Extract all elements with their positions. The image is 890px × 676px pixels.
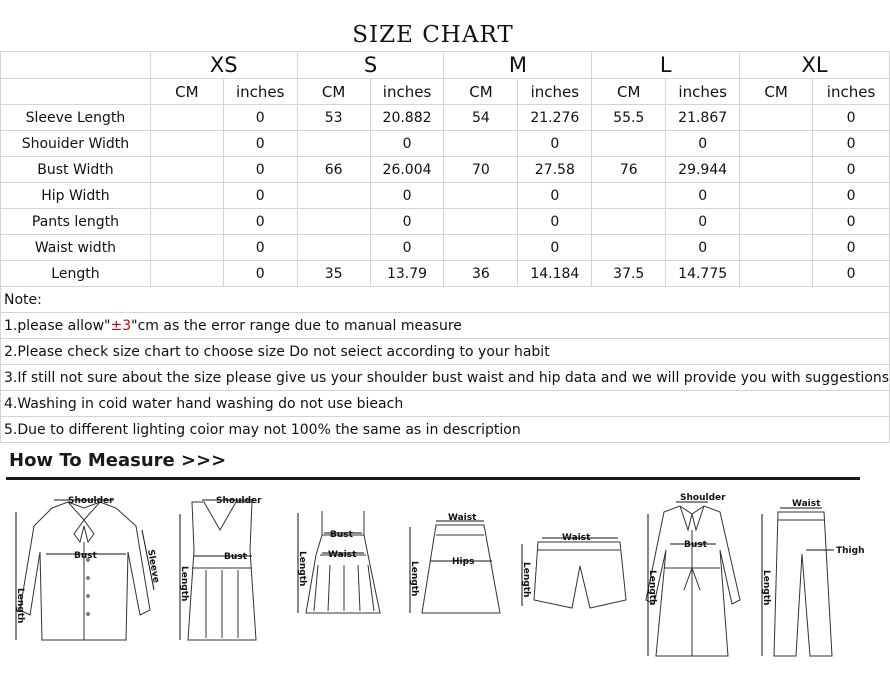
shoulder-label: Shoulder xyxy=(216,496,262,506)
length-label: Length xyxy=(297,551,307,587)
bust-label: Bust xyxy=(74,551,97,561)
table-cell xyxy=(150,105,223,131)
waist-label: Waist xyxy=(792,499,821,509)
table-cell: 21.867 xyxy=(666,105,740,131)
table-cell xyxy=(740,235,813,261)
table-cell: 53 xyxy=(297,105,370,131)
note-row xyxy=(1,287,890,313)
table-cell xyxy=(150,183,223,209)
table-cell: 66 xyxy=(297,157,370,183)
table-cell xyxy=(740,157,813,183)
shorts-illustration xyxy=(512,520,630,620)
table-cell xyxy=(150,209,223,235)
table-cell: 0 xyxy=(666,131,740,157)
corner-cell xyxy=(1,52,151,79)
table-cell: 0 xyxy=(813,131,890,157)
table-row xyxy=(1,131,890,157)
unit-cm: CM xyxy=(150,79,223,105)
table-cell: 21.276 xyxy=(518,105,592,131)
tank-top-figure xyxy=(172,490,272,660)
table-cell: 0 xyxy=(223,157,297,183)
table-cell xyxy=(150,235,223,261)
table-cell: 36 xyxy=(444,261,518,287)
table-cell: 76 xyxy=(592,157,666,183)
table-cell: 55.5 xyxy=(592,105,666,131)
table-cell xyxy=(444,131,518,157)
divider xyxy=(6,477,860,480)
table-cell: 0 xyxy=(518,209,592,235)
note-line-1-pre: 1.please allow" xyxy=(4,317,111,334)
table-cell xyxy=(592,183,666,209)
error-range-value: ±3 xyxy=(110,317,132,334)
unit-cm: CM xyxy=(740,79,813,105)
table-cell: 0 xyxy=(223,261,297,287)
table-cell xyxy=(592,131,666,157)
table-cell xyxy=(444,209,518,235)
shoulder-label: Shoulder xyxy=(680,493,726,503)
table-cell xyxy=(592,235,666,261)
note-row xyxy=(1,391,890,417)
table-cell: 27.58 xyxy=(518,157,592,183)
bust-label: Bust xyxy=(224,552,247,562)
table-cell xyxy=(150,131,223,157)
pants-figure xyxy=(752,490,865,662)
length-label: Length xyxy=(15,588,25,624)
tank-top-illustration xyxy=(172,490,272,660)
row-label: Hip Width xyxy=(1,183,151,209)
row-label: Shouider Width xyxy=(1,131,151,157)
skirt-illustration xyxy=(400,505,505,625)
table-cell: 0 xyxy=(370,183,444,209)
note-line-1-post: "cm as the error range due to manual measure xyxy=(131,317,462,334)
table-row xyxy=(1,261,890,287)
table-cell: 29.944 xyxy=(666,157,740,183)
table-row xyxy=(1,105,890,131)
table-cell: 0 xyxy=(518,235,592,261)
table-cell: 20.882 xyxy=(370,105,444,131)
table-row xyxy=(1,183,890,209)
table-cell: 14.184 xyxy=(518,261,592,287)
table-cell: 0 xyxy=(370,235,444,261)
table-row xyxy=(1,235,890,261)
table-cell xyxy=(444,183,518,209)
hips-label: Hips xyxy=(452,557,475,567)
row-label: Sleeve Length xyxy=(1,105,151,131)
table-cell xyxy=(297,209,370,235)
table-cell: 0 xyxy=(813,157,890,183)
coat-illustration xyxy=(636,490,748,662)
note-line-3: 3.If still not sure about the size please give us your shoulder bust waist and hip data and we will provide you with suggestions xyxy=(1,365,890,391)
table-cell: 0 xyxy=(666,235,740,261)
table-cell xyxy=(150,157,223,183)
table-cell: 0 xyxy=(813,235,890,261)
size-header-s: S xyxy=(297,52,444,79)
row-label: Waist width xyxy=(1,235,151,261)
dress-figure xyxy=(288,505,388,625)
length-label: Length xyxy=(179,566,189,602)
length-label: Length xyxy=(409,561,419,597)
note-row xyxy=(1,417,890,443)
note-row xyxy=(1,365,890,391)
table-row xyxy=(1,209,890,235)
size-header-xs: XS xyxy=(150,52,297,79)
unit-cm: CM xyxy=(444,79,518,105)
table-cell xyxy=(297,235,370,261)
waist-label: Waist xyxy=(328,550,357,560)
waist-label: Waist xyxy=(562,533,591,543)
table-cell xyxy=(150,261,223,287)
size-header-xl: XL xyxy=(740,52,890,79)
table-cell: 14.775 xyxy=(666,261,740,287)
length-label: Length xyxy=(761,570,771,606)
bust-label: Bust xyxy=(684,540,707,550)
blouse-figure xyxy=(8,490,160,660)
table-cell xyxy=(740,209,813,235)
shorts-figure xyxy=(512,520,630,620)
table-cell: 70 xyxy=(444,157,518,183)
table-cell: 0 xyxy=(666,183,740,209)
note-line-1 xyxy=(1,313,890,339)
note-row xyxy=(1,339,890,365)
table-cell xyxy=(740,261,813,287)
unit-cm: CM xyxy=(592,79,666,105)
table-cell: 0 xyxy=(370,131,444,157)
table-cell: 0 xyxy=(223,183,297,209)
unit-inches: inches xyxy=(666,79,740,105)
table-cell xyxy=(444,235,518,261)
unit-inches: inches xyxy=(518,79,592,105)
thigh-label: Thigh xyxy=(836,546,865,556)
unit-inches: inches xyxy=(223,79,297,105)
bust-label: Bust xyxy=(330,530,353,540)
table-cell xyxy=(297,183,370,209)
row-label: Bust Width xyxy=(1,157,151,183)
unit-inches: inches xyxy=(813,79,890,105)
table-row xyxy=(1,157,890,183)
table-cell xyxy=(740,105,813,131)
length-label: Length xyxy=(521,562,531,598)
waist-label: Waist xyxy=(448,513,477,523)
corner-cell xyxy=(1,79,151,105)
note-line-5: 5.Due to different lighting coior may not 100% the same as in description xyxy=(1,417,890,443)
length-label: Length xyxy=(647,570,657,606)
how-to-measure-heading: How To Measure >>> xyxy=(9,450,227,471)
table-cell: 0 xyxy=(223,131,297,157)
table-cell: 0 xyxy=(518,183,592,209)
unit-inches: inches xyxy=(370,79,444,105)
table-cell: 0 xyxy=(666,209,740,235)
note-heading: Note: xyxy=(1,287,890,313)
table-cell: 0 xyxy=(813,209,890,235)
table-cell xyxy=(297,131,370,157)
table-cell: 0 xyxy=(813,183,890,209)
table-cell: 0 xyxy=(370,209,444,235)
shoulder-label: Shoulder xyxy=(68,496,114,506)
table-cell xyxy=(592,209,666,235)
table-cell: 26.004 xyxy=(370,157,444,183)
pants-illustration xyxy=(752,490,865,662)
unit-header-row xyxy=(1,79,890,105)
table-cell: 0 xyxy=(223,105,297,131)
size-header-l: L xyxy=(592,52,740,79)
size-header-row xyxy=(1,52,890,79)
table-cell: 35 xyxy=(297,261,370,287)
table-cell xyxy=(740,131,813,157)
size-chart-table xyxy=(0,51,890,443)
skirt-figure xyxy=(400,505,505,625)
coat-figure xyxy=(636,490,748,662)
table-cell: 54 xyxy=(444,105,518,131)
table-cell: 13.79 xyxy=(370,261,444,287)
sleeve-label: Sleeve xyxy=(145,548,161,584)
table-cell: 0 xyxy=(518,131,592,157)
note-row xyxy=(1,313,890,339)
page-title: SIZE CHART xyxy=(352,22,514,48)
blouse-illustration xyxy=(8,490,160,660)
unit-cm: CM xyxy=(297,79,370,105)
note-line-4: 4.Washing in coid water hand washing do not use bieach xyxy=(1,391,890,417)
table-cell: 37.5 xyxy=(592,261,666,287)
note-line-2: 2.Please check size chart to choose size Do not seiect according to your habit xyxy=(1,339,890,365)
table-cell: 0 xyxy=(223,235,297,261)
row-label: Pants length xyxy=(1,209,151,235)
table-cell: 0 xyxy=(223,209,297,235)
dress-illustration xyxy=(288,505,388,625)
measurement-rows xyxy=(1,105,890,287)
table-cell: 0 xyxy=(813,105,890,131)
row-label: Length xyxy=(1,261,151,287)
size-header-m: M xyxy=(444,52,592,79)
table-cell xyxy=(740,183,813,209)
table-cell: 0 xyxy=(813,261,890,287)
